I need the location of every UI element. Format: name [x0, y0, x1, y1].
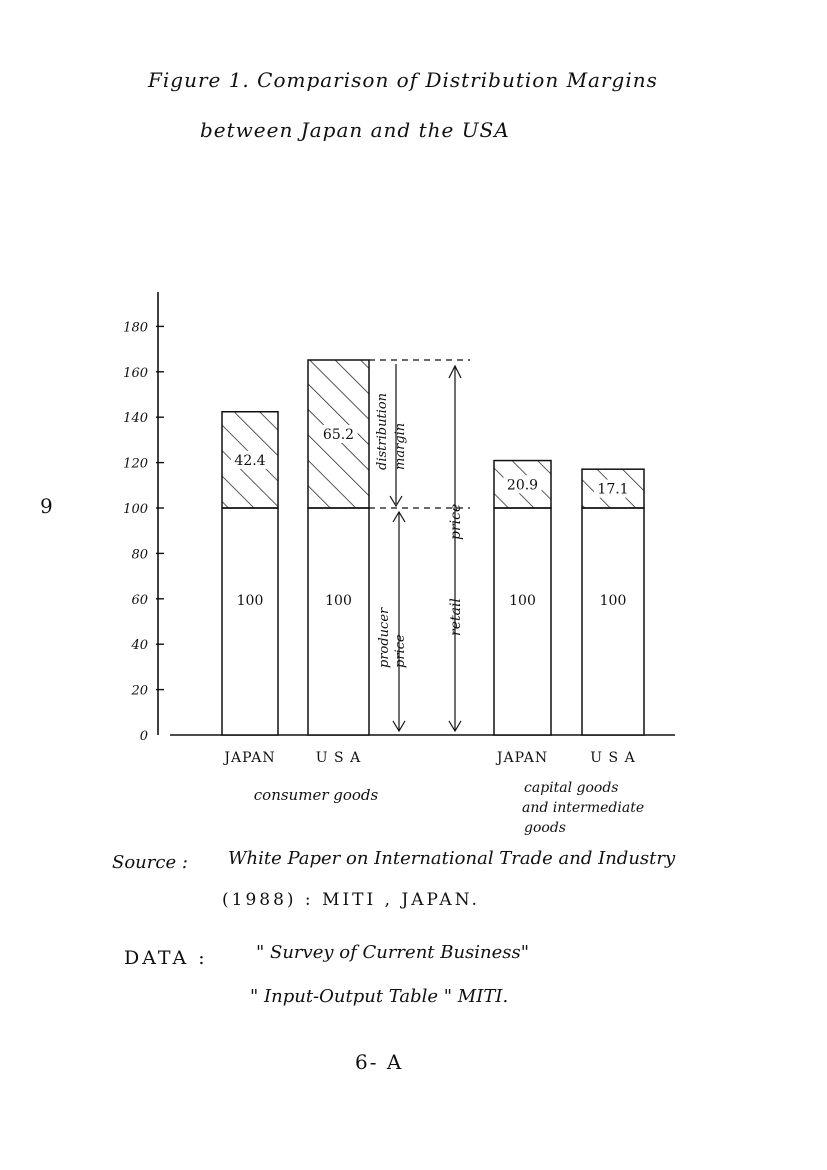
y-tick-label: 40: [131, 638, 148, 654]
bar-base-value-label: 100: [599, 592, 627, 609]
x-category-label: U S A: [590, 750, 636, 766]
distribution-margin-label: distribution margin: [375, 392, 408, 470]
data-text-line1: " Survey of Current Business": [256, 942, 530, 963]
y-tick-label: 140: [123, 411, 148, 427]
page-number: 6- A: [355, 1050, 404, 1074]
bar-producer-price: [582, 508, 644, 735]
x-category-label: JAPAN: [224, 750, 276, 766]
chart-labels: [222, 425, 644, 836]
source-text-line2: (1988) : MITI , JAPAN.: [222, 890, 480, 910]
source-label: Source :: [112, 852, 188, 873]
group-label-consumer-goods: consumer goods: [253, 786, 379, 804]
bar-base-value-label: 100: [325, 592, 352, 609]
y-tick-label: 100: [123, 502, 148, 517]
y-tick-label: 80: [131, 547, 148, 563]
bar-base-value-label: 100: [236, 592, 264, 609]
chart-annotations: [369, 360, 470, 731]
producer-price-label: producerprice: [377, 607, 408, 668]
bar-producer-price: [308, 508, 369, 735]
group-label-capital-goods: capital goods and intermediate goods: [522, 780, 645, 836]
y-tick-label: 60: [131, 592, 148, 608]
y-tick-label: 120: [123, 456, 148, 472]
bar-margin-value-label: 20.9: [506, 477, 539, 494]
y-tick-label: 160: [123, 365, 148, 381]
source-text-line1: White Paper on International Trade and Industry: [228, 848, 676, 869]
bar-margin-value-label: 42.4: [234, 452, 266, 469]
chart-bars: [222, 360, 644, 735]
bar-base-value-label: 100: [509, 592, 536, 609]
x-category-label: JAPAN: [496, 750, 549, 766]
margin-number: 9: [40, 494, 53, 518]
data-text-line2: " Input-Output Table " MITI.: [250, 986, 509, 1007]
y-tick-label: 0: [139, 729, 148, 744]
bar-producer-price: [494, 508, 551, 735]
bar-producer-price: [222, 508, 278, 735]
bar-margin-value-label: 17.1: [597, 481, 629, 498]
figure-title-line1: Figure 1. Comparison of Distribution Margins: [148, 68, 658, 92]
y-tick-label: 180: [123, 320, 148, 336]
figure-title-line2: between Japan and the USA: [200, 118, 510, 142]
x-category-label: U S A: [315, 750, 362, 766]
retail-price-label-retail: retail: [448, 598, 464, 636]
bar-margin-value-label: 65.2: [322, 426, 355, 443]
y-tick-label: 20: [131, 683, 148, 699]
data-label: DATA :: [124, 947, 208, 969]
retail-price-label-price: price: [448, 503, 464, 540]
